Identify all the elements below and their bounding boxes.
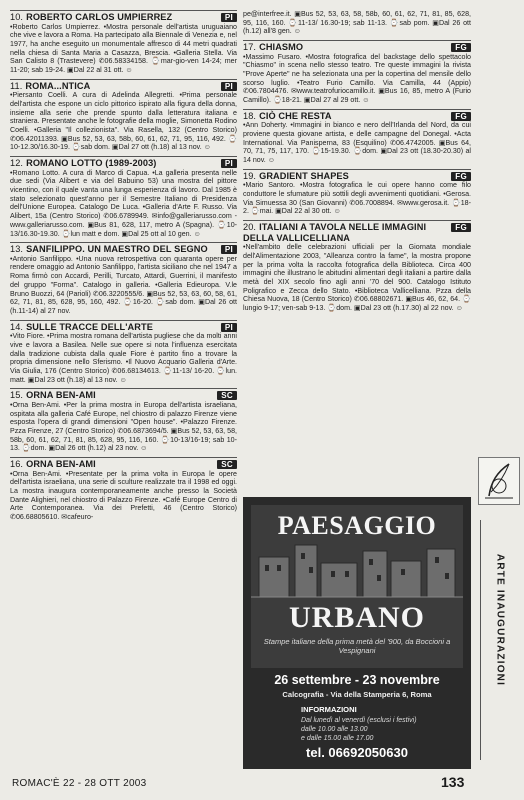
- advert-artwork: [251, 505, 463, 668]
- category-badge: PI: [221, 82, 237, 91]
- footer-issue: ROMAC'È 22 - 28 OTT 2003: [12, 778, 147, 789]
- listing-number: 13.: [10, 244, 24, 255]
- column-left: [10, 10, 237, 526]
- listing-body: •Mario Santoro. •Mostra fotografica le cui opere hanno come filo conduttore le sfumature più sottili degli avvenimenti quotidiani. •Gerosa. Via Simuessa 30 (San Giovanni) ✆06.7008894. ✉www.gerosa.it. ⌚18-2. ⌚mai. ▣Dal 22 al 30 ott. ☺: [243, 181, 471, 216]
- listing-number: 10.: [10, 12, 24, 22]
- category-badge: SC: [217, 460, 237, 469]
- listing-header: [243, 220, 471, 243]
- listing-entry: [243, 169, 471, 216]
- listing-title-text: CHIASMO: [259, 42, 304, 53]
- advert-info-line: dalle 10.00 alle 13.00: [301, 726, 368, 733]
- listing-body: •Orna Ben-Ami. •Presentate per la prima volta in Europa le opere dell'artista israeliana, una serie di sculture realizzate tra il 1998 ed oggi. La mostra inaugura contemporaneamente anche presso la Società Dante Alighieri, nel chiostro di Palazzo Firenze. •Café Europe Centro di Arte Contemporanea. Via dei Prefetti, 46 (Centro Storico) ✆06.68805610. ✉cafeuro-: [10, 469, 237, 522]
- listing-title-text: GRADIENT SHAPES: [259, 170, 349, 181]
- listing-entry: [10, 242, 237, 315]
- listing-title-text: ROMANO LOTTO (1989-2003): [26, 158, 157, 169]
- page-number: 133: [441, 774, 465, 790]
- advert-title-top: PAESAGGIO: [277, 511, 437, 540]
- listing-body: •Piersanto Coelli. A cura di Adelinda Allegretti. •Prima personale dell'artista che espone un ciclo pittorico ispirato alla figura della donna, insieme alla serie che prende spunto dalla letteratura italiana e straniera. Presentate anche le fotografie della moglie, Simonetta Rodino Coelli. •Galleria "Il collezionista". Via Rasella, 132 (Centro Storico) ✆06.42011393. ▣Bus 52, 53, 63, 58b, 60, 61, 62, 71, 95, 116, 492. ⌚10-12.30/16.30-19. ⌚sab dom. ▣Dal 27 ott (h.18) al 13 nov. ☺: [10, 91, 237, 152]
- listing-title-text: SANFILIPPO. UN MAESTRO DEL SEGNO: [26, 244, 208, 255]
- category-badge: PI: [221, 159, 237, 168]
- listing-entry: [10, 320, 237, 385]
- listing-body: •Nell'ambito delle celebrazioni ufficiali per la Giornata mondiale dell'Alimentazione 2003, "Alleanza contro la fame", la mostra propone per la prima volta la raccolta fotografica della Biblioteca. Circa 400 immagini che illustrano le abitudini alimentari degli italiani a partire dalla metà del XIX secolo fino agli anni '70 del 900. Catalogo Istituto Poligrafico e Zecca dello Stato. •Biblioteca Vallicelliana. Pzza della Chiesa Nuova, 18 (Centro Storico) ✆06.68802671. ▣Bus 46, 62, 64. ⌚lungio 9-17; ven-sab 9-13. ⌚dom. ▣Dal 23 ott (h.17.30) al 22 nov. ☺: [243, 243, 471, 313]
- advert-paesaggio-urbano: [243, 497, 471, 769]
- listing-header: [243, 109, 471, 122]
- listing-title-text: ROMA...NTICA: [25, 80, 91, 91]
- listing-number: 12.: [10, 158, 24, 169]
- listing-title-text: CIÒ CHE RESTA: [259, 110, 332, 121]
- listing-number: 14.: [10, 321, 24, 332]
- section-label-text: ARTE INAUGURAZIONI: [494, 553, 506, 687]
- category-badge: PI: [221, 323, 237, 332]
- listing-header: [243, 40, 471, 53]
- advert-info-heading: INFORMAZIONI: [301, 705, 357, 714]
- listing-entry: [243, 220, 471, 313]
- listing-title-text: ITALIANI A TAVOLA NELLE IMMAGINI DELLA VALLICELLIANA: [243, 222, 427, 243]
- listing-entry: [10, 10, 237, 75]
- listing-body: •Massimo Fusaro. •Mostra fotografica del backstage dello spettacolo "Chiasmo" in scena nello stesso teatro. Tre queste immagini la rivista "Prove Aperte" ne ha selezionata una per la copertina del mensile dello scorso luglio. •Teatro Furio Camillo. Via Camilla, 44 (Appio) ✆06.7804476. ✉www.teatrofuriocamillo.it. ▣Bus 16, 85, metro A (Furio Camillo). ⌚18-21. ▣Dal 27 al 29 ott. ☺: [243, 52, 471, 105]
- listing-header: [10, 10, 237, 23]
- listing-body: pe@interfree.it. ▣Bus 52, 53, 63, 58, 58b, 60, 61, 62, 71, 81, 85, 628, 95, 116, 160. ⌚11-13/ 16.30-19; sab 11-13. ⌚sab pom. ▣Dal 26 ott (h.12) all'8 gen. ☺: [243, 10, 471, 36]
- listing-entry: [243, 40, 471, 105]
- listing-body: •Antonio Sanfilippo. •Una nuova retrospettiva con quaranta opere per rendere omaggio ad Antonio Sanfilippo, l'artista siciliano che nel 1947 a Roma firmò con Accardi, Perilli, Turcato, Attardi, Guerrini, il manifesto del gruppo "Forma". Catalogo in galleria. •Galleria Edieuropa. V.le Bruno Buozzi, 64 (Parioli) ✆06.3220555/6. ▣Bus 52, 53, 63, 60, 58, 61, 62, 71, 81, 85, 628, 95, 160, 492. ⌚16-20. ⌚sab dom. ▣Dal 26 ott (h.11-14) al 27 nov.: [10, 254, 237, 315]
- listing-entry: [10, 79, 237, 152]
- listing-title: [10, 81, 90, 92]
- listing-header: [10, 79, 237, 92]
- listing-number: 15.: [10, 390, 24, 401]
- listing-number: 18.: [243, 110, 257, 121]
- listing-title: [243, 42, 303, 53]
- category-badge: SC: [217, 391, 237, 400]
- advert-phone: tel. 06692050630: [306, 745, 408, 760]
- listing-title: [243, 222, 447, 243]
- listing-title: [10, 390, 96, 401]
- listing-title-text: ROBERTO CARLOS UMPIERREZ: [26, 12, 173, 22]
- advert-dates: 26 settembre - 23 novembre: [274, 673, 440, 687]
- listing-header: [10, 388, 237, 401]
- advert-title-bottom: URBANO: [288, 601, 425, 634]
- listing-entry: [10, 457, 237, 522]
- column-right: [243, 10, 471, 317]
- listing-title-text: SULLE TRACCE DELL'ARTE: [26, 321, 153, 332]
- listing-header: [243, 169, 471, 182]
- listing-title: [10, 322, 153, 333]
- listing-number: 16.: [10, 459, 24, 470]
- listing-header: [10, 242, 237, 255]
- advert-info-line: e dalle 15.00 alle 17.00: [301, 735, 374, 742]
- advert-subtitle: Stampe italiane della prima metà del '900, da Boccioni a Vespignani: [263, 637, 451, 655]
- listing-header: [10, 320, 237, 333]
- listing-title: [10, 244, 208, 255]
- category-badge: PI: [221, 245, 237, 254]
- listing-title-text: ORNA BEN-AMI: [26, 459, 96, 470]
- advert-info-line: Dal lunedì al venerdì (esclusi i festivi): [301, 717, 417, 724]
- listing-title: [10, 158, 156, 169]
- listing-header: [10, 156, 237, 169]
- category-badge: FG: [451, 223, 471, 232]
- listing-body: •Orna Ben-Ami. •Per la prima mostra in Europa dell'artista israeliana, ospitata alla galleria Café Europe, nel chiostro di palazzo Firenze viene esposta l'opera di grandi dimensioni "Open house". •Palazzo Firenze. Pzza Firenze, 27 (Centro Storico) ✆06.6873694/5. ▣Bus 52, 53, 63, 58, 58b, 60, 61, 62, 71, 81, 85, 628, 95, 116, 160. ⌚10-13/16-19; sab 10-13. ⌚dom. ▣Dal 26 ott (h.12) al 23 nov. ☺: [10, 400, 237, 453]
- category-badge: FG: [451, 172, 471, 181]
- category-badge: FG: [451, 112, 471, 121]
- listing-number: 17.: [243, 42, 257, 53]
- listing-entry: [243, 10, 471, 36]
- section-label: [480, 540, 520, 700]
- listing-number: 20.: [243, 222, 257, 233]
- listing-number: 11.: [10, 80, 23, 91]
- listing-body: •Romano Lotto. A cura di Marco di Capua. •La galleria presenta nelle due sedi (Via Alibert e via del Babuino 53) una mostra del pittore vicentino, con il quale vanta una lunga esperienza di lavoro. Dal 1985 è stato selezionato quest'anno per il Semestre Italiano di Presidenza dell'Unione Europea. Catalogo De Luca. •Galleria d'Arte F. Russo. Via Alibert, 15a (Centro Storico) ✆06.6789949. ✉info@galleriarusso.com - www.galleriarusso.com. ▣Bus 81, 628, 117, metro A (Spagna). ⌚10-13/16.30-19.30. ⌚lun matt e dom. ▣Dal 25 ott al 10 gen. ☺: [10, 168, 237, 238]
- listing-header: [10, 457, 237, 470]
- listing-body: •Vito Fiore. •Prima mostra romana dell'artista pugliese che da molti anni vive e lavora a Basilea. Nelle sue opere si nota l'influenza esercitata dalla tradizione cubista dalla quale Fiore è partito fino a trovare la propria dimensione nello Sferismo. •Il Nuovo Acquario Galleria d'Arte. Via Giulia, 176 (Centro Storico) ✆06.68134613. ⌚11-13/ 16-20. ⌚lun. matt. ▣Dal 23 ott (h.18) al 13 nov. ☺: [10, 332, 237, 384]
- category-badge: FG: [451, 43, 471, 52]
- listing-body: •Ann Doherty. •Immagini in bianco e nero dell'Irlanda del Nord, da cui proviene questa giovane artista, e delle campagne del Donegal. •Acta International. Via Panisperna, 83 (Esquilino) ✆06.4742005. ▣Bus 64, 70, 71, 75, 117, 170. ⌚15-19.30. ⌚dom. ▣Dal 23 ott (18.30-20.30) al 14 nov. ☺: [243, 121, 471, 165]
- listing-entry: [243, 109, 471, 165]
- listing-title: [243, 171, 349, 182]
- category-badge: PI: [221, 13, 237, 22]
- listing-title: [243, 111, 332, 122]
- advert-venue: Calcografia - Via della Stamperia 6, Roma: [282, 690, 432, 699]
- listing-entry: [10, 156, 237, 238]
- listing-title: [10, 12, 172, 23]
- listing-entry: [10, 388, 237, 453]
- advert-info-block: [301, 716, 417, 743]
- listing-title-text: ORNA BEN-AMI: [26, 390, 96, 401]
- quill-logo-icon: [478, 457, 520, 505]
- listing-title: [10, 459, 96, 470]
- listing-body: •Roberto Carlos Umpierrez. •Mostra personale dell'artista uruguaiano che vive e lavora a Roma. Ha partecipato alla Biennale di Venezia e, nel 1977, ha anche eseguito un monumentale affresco di 44 metri quadrati nella chiesa di Santa Maria a Casazza, Brescia. •Galleria Stella. Via San Calisto 8 (Trastevere) ✆06.58334158. ⌚mar-gio-ven 14-24; mer 11-20; sab 19-24. ▣Dal 22 al 31 ott. ☺: [10, 22, 237, 75]
- listing-number: 19.: [243, 170, 257, 181]
